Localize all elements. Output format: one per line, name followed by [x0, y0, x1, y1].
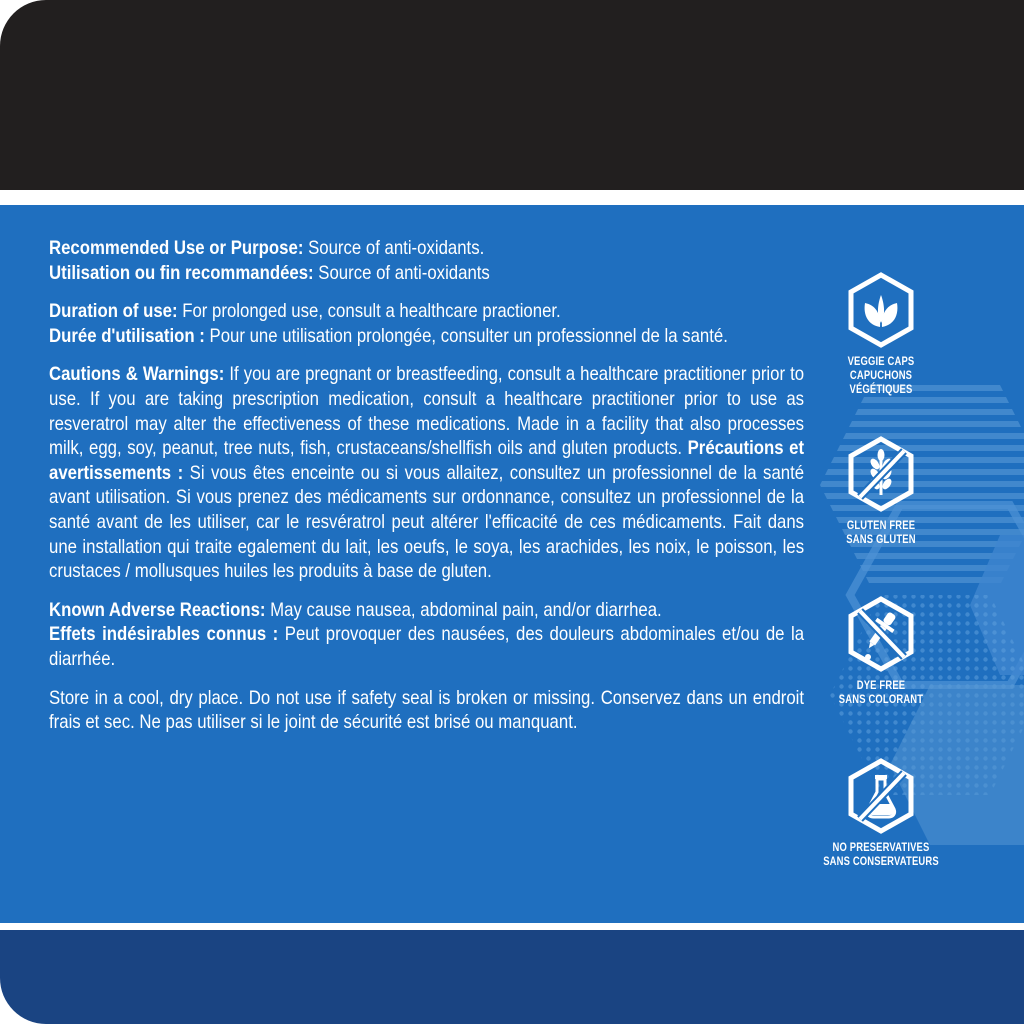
storage-text: Store in a cool, dry place. Do not use if safety seal is broken or missing. Conservez dans un endroit frais et sec. Ne pas utiliser si le joint de sécurité est brisé ou manquant. [49, 686, 805, 734]
badge-no-preservatives-line1: NO PRESERVATIVES [832, 842, 930, 854]
cautions-paragraph [49, 362, 804, 583]
bottom-navy-band [0, 930, 1024, 1024]
storage-paragraph [49, 686, 804, 735]
cautions-label-en: Cautions & Warnings: [49, 363, 225, 386]
duration-text-fr: Pour une utilisation prolongée, consulter un professionnel de la santé. [204, 324, 728, 347]
recommended-use-text-fr: Source of anti-oxidants [313, 261, 490, 284]
label-info-panel [0, 205, 1024, 923]
dropper-crossed-icon [846, 595, 916, 673]
badge-gluten-free [806, 435, 956, 547]
cautions-label-fr: Précautions et avertissements : [49, 437, 805, 484]
adverse-label-fr: Effets indésirables connus : [49, 623, 279, 646]
badge-no-preservatives [806, 757, 956, 869]
flask-crossed-icon [846, 757, 916, 835]
badge-gluten-free-line1: GLUTEN FREE [846, 520, 916, 532]
cautions-text-en: If you are pregnant or breastfeeding, consult a healthcare practitioner prior to use. If you are taking prescription medication, consult a healthcare practitioner prior to use as resveratrol may alter the effectiveness of these medications. Made in a facility that also processes milk, egg, soy, peanut, tree nuts, fish, crustaceans/shellfish oils and gluten products. [49, 363, 805, 460]
badge-dye-free-line1: DYE FREE [856, 680, 906, 692]
recommended-use-label-en: Recommended Use or Purpose: [49, 237, 304, 259]
leaves-icon [846, 271, 916, 349]
badge-veggie-caps-line1: VEGGIE CAPS [847, 356, 915, 368]
adverse-text-en: May cause nausea, abdominal pain, and/or diarrhea. [265, 598, 662, 621]
adverse-label-en: Known Adverse Reactions: [49, 598, 266, 621]
adverse-reactions-paragraph [49, 598, 804, 672]
adverse-text-fr: Peut provoquer des nausées, des douleurs abdominales et/ou de la diarrhée. [49, 623, 805, 670]
recommended-use-text-en: Source of anti-oxidants. [303, 237, 485, 259]
wheat-crossed-icon [846, 435, 916, 513]
badge-dye-free [806, 595, 956, 707]
top-dark-band [0, 0, 1024, 190]
recommended-use-label-fr: Utilisation ou fin recommandées: [49, 261, 314, 284]
label-text-column [49, 236, 804, 749]
badge-dye-free-line2: SANS COLORANT [838, 694, 924, 706]
badge-veggie-caps [806, 271, 956, 397]
badge-veggie-caps-line2: CAPUCHONS VÉGÉTIQUES [849, 370, 913, 396]
duration-text-en: For prolonged use, consult a healthcare practioner. [177, 300, 561, 323]
badge-no-preservatives-line2: SANS CONSERVATEURS [823, 856, 939, 868]
cautions-text-fr: Si vous êtes enceinte ou si vous allaitez, consultez un professionnel de la santé avant utilisation. Si vous prenez des médicaments sur ordonnance, consultez un professionnel de la santé avant de les utiliser, car le resvératrol peut altérer l'efficacité de ces médicaments. Fait dans une installation qui traite egalement du lait, les oeufs, le soya, les arachides, les noix, le poisson, les crustaces / mollusques huiles les produits à base de gluten. [49, 461, 805, 583]
duration-label-en: Duration of use: [49, 300, 178, 323]
badge-gluten-free-line2: SANS GLUTEN [846, 534, 916, 546]
recommended-use-paragraph [49, 236, 804, 285]
duration-paragraph [49, 299, 804, 348]
duration-label-fr: Durée d'utilisation : [49, 324, 205, 347]
